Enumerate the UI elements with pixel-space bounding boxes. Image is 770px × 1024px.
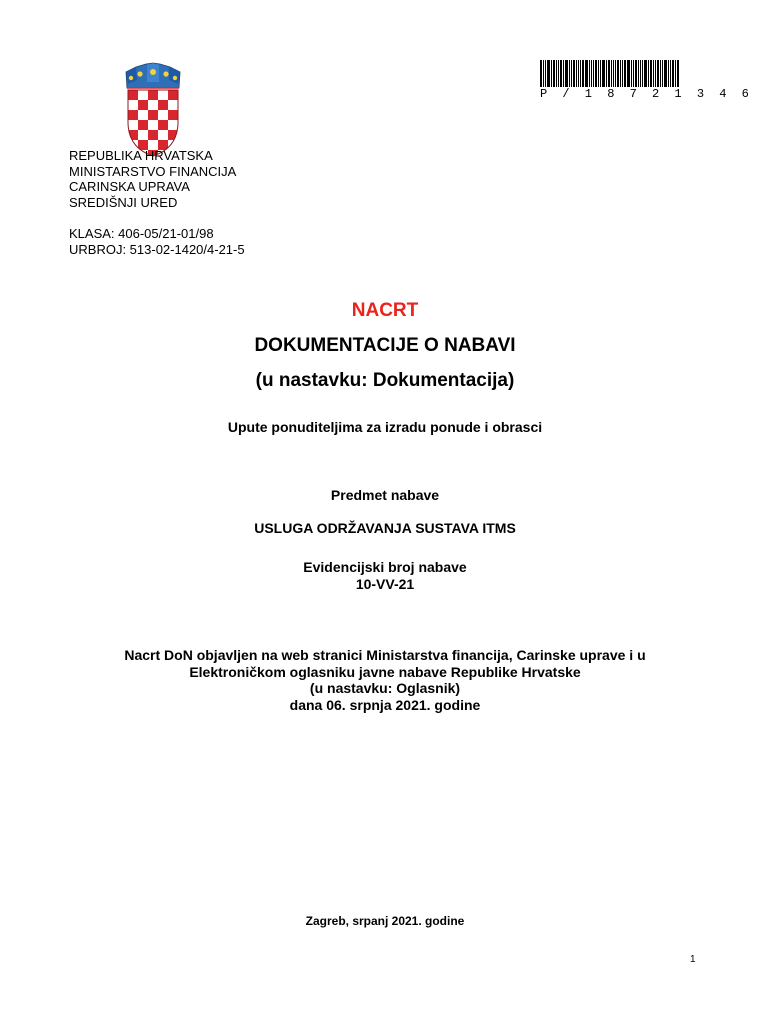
- barcode-bar: [593, 60, 594, 88]
- header-line-office: SREDIŠNJI URED: [69, 194, 178, 210]
- barcode-bar: [648, 60, 649, 88]
- barcode-bar: [571, 60, 572, 88]
- document-title: DOKUMENTACIJE O NABAVI: [254, 335, 516, 356]
- barcode-bar: [611, 60, 612, 88]
- crown-icon: [126, 63, 180, 88]
- shield-red-square: [148, 110, 158, 120]
- barcode-bar: [576, 60, 577, 88]
- barcode-bar: [589, 60, 590, 88]
- barcode-bar: [657, 60, 659, 88]
- shield-red-square: [138, 100, 148, 110]
- barcode-bar: [662, 60, 663, 88]
- shield-red-square: [128, 110, 138, 120]
- barcode-bar: [670, 60, 671, 88]
- barcode-bar: [556, 60, 557, 88]
- document-reference: [69, 226, 245, 257]
- publication-line: Elektroničkom oglasniku javne nabave Republike Hrvatske: [189, 663, 581, 680]
- barcode-bar: [578, 60, 579, 88]
- shield-red-square: [158, 120, 168, 130]
- barcode-bar: [547, 60, 550, 88]
- evidence-number-value: 10-VV-21: [355, 576, 415, 592]
- barcode-bar: [624, 60, 626, 88]
- barcode-bar: [672, 60, 674, 88]
- header-line-administration: CARINSKA UPRAVA: [69, 179, 190, 194]
- publication-notice: [0, 647, 770, 713]
- barcode-bar: [655, 60, 656, 88]
- publication-line: dana 06. srpnja 2021. godine: [289, 696, 481, 713]
- draft-label: NACRT: [351, 300, 419, 321]
- barcode-bar: [660, 60, 661, 88]
- place-and-date: Zagreb, srpanj 2021. godine: [305, 914, 465, 928]
- shield-red-square: [148, 90, 158, 100]
- barcode-bar: [620, 60, 621, 88]
- barcode-bar: [653, 60, 654, 88]
- barcode-bar: [543, 60, 544, 88]
- barcode-bar: [573, 60, 575, 88]
- klasa-number: KLASA: 406-05/21-01/98: [69, 226, 214, 241]
- document-subtitle: (u nastavku: Dokumentacija): [255, 370, 515, 391]
- shield-red-square: [168, 90, 178, 100]
- barcode-bar: [640, 60, 641, 88]
- barcode-bar: [560, 60, 562, 88]
- barcode-bar: [582, 60, 584, 88]
- barcode-bar: [606, 60, 607, 88]
- barcode-bar: [602, 60, 605, 88]
- coat-of-arms-logo: [124, 58, 182, 158]
- barcode-bar: [675, 60, 676, 88]
- barcode-bar: [622, 60, 623, 88]
- evidence-number-label: Evidencijski broj nabave: [303, 559, 467, 575]
- barcode-bar: [642, 60, 643, 88]
- barcode-bar: [664, 60, 667, 88]
- subject-value: USLUGA ODRŽAVANJA SUSTAVA ITMS: [254, 520, 516, 536]
- barcode-bar: [613, 60, 614, 88]
- barcode-bar: [633, 60, 634, 88]
- barcode-bar: [627, 60, 630, 88]
- institution-header: [69, 148, 236, 210]
- shield-red-square: [158, 100, 168, 110]
- barcode-bar: [615, 60, 616, 88]
- barcode-bar: [595, 60, 597, 88]
- barcode-bars: [540, 60, 700, 88]
- barcode-number: P / 1 8 7 2 1 3 4 6: [540, 87, 753, 101]
- barcode-bar: [635, 60, 637, 88]
- barcode-bar: [617, 60, 619, 88]
- shield-red-square: [138, 120, 148, 130]
- barcode-bar: [565, 60, 568, 88]
- barcode-bar: [644, 60, 647, 88]
- instructions-heading: Upute ponuditeljima za izradu ponude i obrasci: [227, 419, 543, 435]
- barcode-bar: [558, 60, 559, 88]
- urbroj-number: URBROJ: 513-02-1420/4-21-5: [69, 241, 245, 257]
- barcode-bar: [585, 60, 588, 88]
- barcode-bar: [631, 60, 632, 88]
- header-line-ministry: MINISTARSTVO FINANCIJA: [69, 163, 237, 179]
- publication-line: Nacrt DoN objavljen na web stranici Ministarstva financija, Carinske uprave i u: [124, 647, 646, 663]
- shield-red-square: [128, 90, 138, 100]
- barcode-bar: [591, 60, 592, 88]
- barcode-bar: [650, 60, 652, 88]
- barcode-bar: [638, 60, 639, 88]
- shield-red-square: [168, 110, 178, 120]
- publication-line: (u nastavku: Oglasnik): [309, 680, 461, 696]
- barcode-bar: [563, 60, 564, 88]
- page-number: 1: [690, 954, 696, 965]
- header-line-country: REPUBLIKA HRVATSKA: [69, 148, 213, 163]
- barcode-bar: [608, 60, 610, 88]
- barcode-bar: [677, 60, 679, 88]
- barcode-bar: [545, 60, 546, 88]
- barcode-bar: [540, 60, 542, 88]
- barcode-bar: [569, 60, 570, 88]
- barcode-bar: [668, 60, 669, 88]
- barcode-bar: [551, 60, 552, 88]
- barcode-bar: [600, 60, 601, 88]
- barcode-bar: [553, 60, 555, 88]
- barcode: [540, 60, 753, 104]
- shield-red-square: [148, 130, 158, 140]
- barcode-bar: [580, 60, 581, 88]
- subject-label: Predmet nabave: [330, 487, 440, 503]
- barcode-bar: [598, 60, 599, 88]
